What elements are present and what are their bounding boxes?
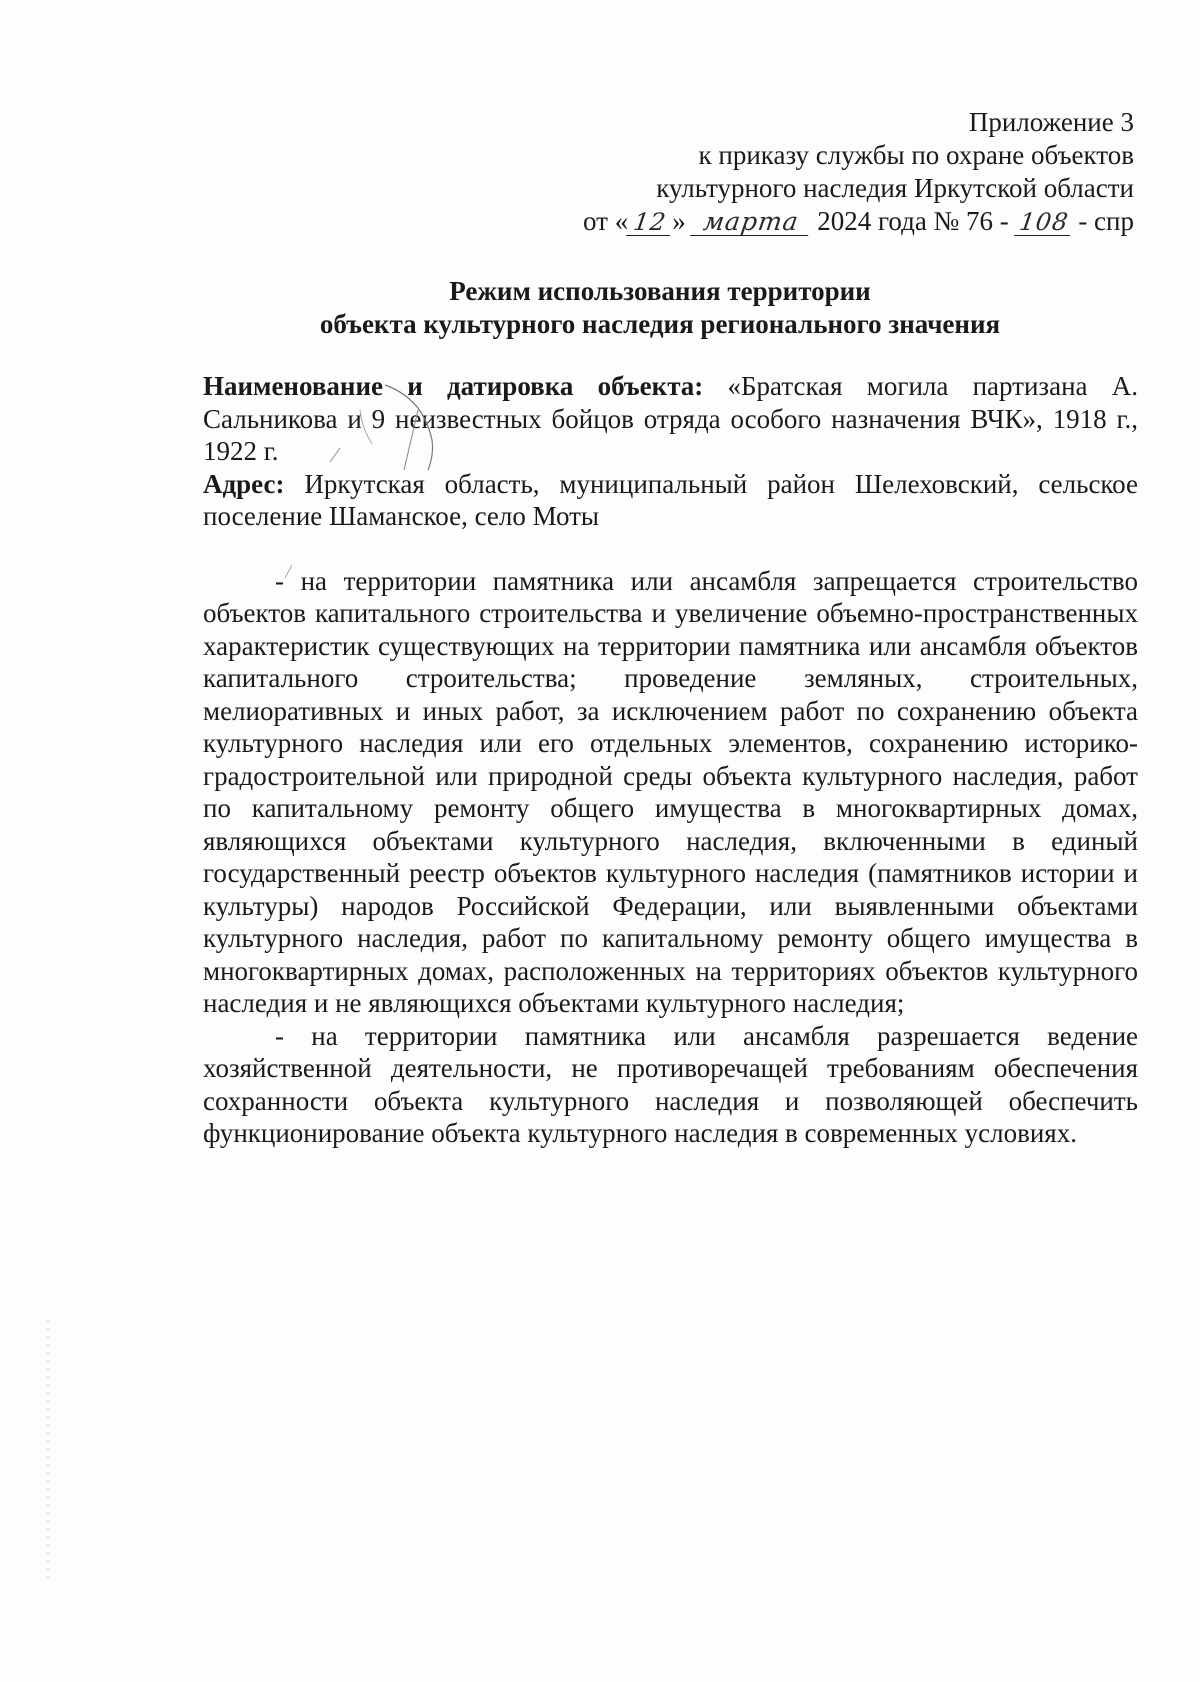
rule-permission-paragraph: - на территории памятника или ансамбля разрешается ведение хозяйственной деятельности, не противоречащей требованиям обеспечения сохранности объекта культурного наследия и позволяющей обеспечить функционирование объекта культурного наследия в современных условиях. — [203, 1020, 1138, 1148]
date-year-number: 2024 года № 76 - — [810, 206, 1016, 236]
handwritten-month: марта — [691, 209, 813, 236]
order-date-line — [583, 205, 1134, 238]
appendix-header — [583, 106, 1134, 238]
scan-edge-marks — [46, 1320, 50, 1580]
order-issuer-line: культурного наследия Иркутской области — [656, 173, 1134, 203]
object-address-paragraph — [203, 468, 1138, 533]
order-reference-line: к приказу службы по охране объектов — [698, 140, 1134, 170]
title-line-1: Режим использования территории — [449, 276, 871, 306]
object-name-label: Наименование и датировка объекта: — [203, 371, 704, 401]
handwritten-order-number: 108 — [1014, 209, 1074, 236]
object-name-paragraph — [203, 370, 1138, 468]
document-title — [180, 275, 1140, 341]
order-suffix: - спр — [1071, 206, 1134, 236]
address-label: Адрес: — [203, 468, 285, 499]
appendix-number: Приложение 3 — [968, 107, 1134, 137]
handwritten-day: 12 — [626, 209, 674, 236]
paragraph-spacer — [203, 533, 1138, 565]
date-quote-close: » — [672, 206, 686, 236]
title-line-2: объекта культурного наследия регионального значения — [319, 309, 1001, 339]
document-body — [203, 370, 1138, 1150]
rule-prohibition-paragraph: - на территории памятника или ансамбля запрещается строительство объектов капитального строительства и увеличение объемно-пространственных характеристик существующих на территории памятника или ансамбля объектов капитального строительства; проведение земляных, строительных, мелиоративных и иных работ, за исключением работ по сохранению объекта культурного наследия или его отдельных элементов, сохранению историко-градостроительной или природной среды объекта культурного наследия, работ по капитальному ремонту общего имущества в многоквартирных домах, являющихся объектами культурного наследия, включенными в единый государственный реестр объектов культурного наследия (памятников истории и культуры) народов Российской Федерации, или выявленными объектами культурного наследия, работ по капитальному ремонту общего имущества в многоквартирных домах, расположенных на территориях объектов культурного наследия и не являющихся объектами культурного наследия; — [203, 565, 1138, 1018]
address-value: Иркутская область, муниципальный район Шелеховский, сельское поселение Шаманское, село Моты — [203, 468, 1138, 531]
object-name-value: «Братская могила партизана А. Сальникова и 9 неизвестных бойцов отряда особого назначения ВЧК», 1918 г., 1922 г. — [203, 371, 1138, 466]
date-prefix: от « — [583, 206, 629, 236]
